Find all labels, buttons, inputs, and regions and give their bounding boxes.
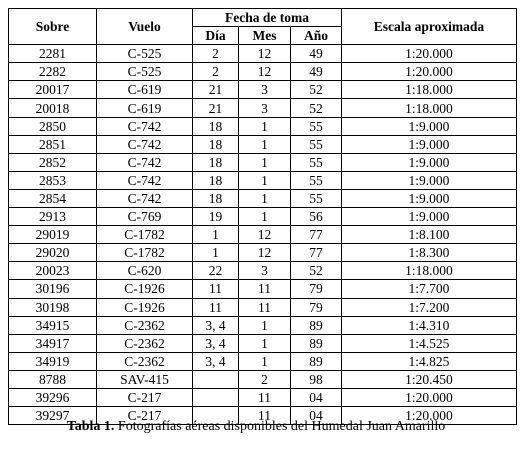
cell-dia: 18 (193, 189, 239, 207)
cell-dia: 11 (193, 280, 239, 298)
cell-anio: 89 (291, 352, 342, 370)
table-row (9, 388, 517, 406)
cell-vuelo: C-742 (97, 189, 193, 207)
header-mes: Mes (239, 27, 291, 45)
cell-anio: 04 (291, 407, 342, 425)
cell-dia (193, 370, 239, 388)
cell-escala: 1:9.000 (342, 153, 517, 171)
table-row (9, 316, 517, 334)
cell-mes: 1 (239, 352, 291, 370)
cell-vuelo: C-742 (97, 117, 193, 135)
cell-escala: 1:20.000 (342, 45, 517, 63)
cell-escala: 1:20.000 (342, 63, 517, 81)
cell-sobre: 34915 (9, 316, 97, 334)
cell-escala: 1:4.825 (342, 352, 517, 370)
table-row (9, 45, 517, 63)
caption-text: Fotografías aéreas disponibles del Humedal Juan Amarillo (114, 419, 446, 434)
cell-escala: 1:9.000 (342, 208, 517, 226)
cell-vuelo: SAV-415 (97, 370, 193, 388)
cell-mes: 12 (239, 244, 291, 262)
cell-escala: 1:18.000 (342, 99, 517, 117)
cell-sobre: 2850 (9, 117, 97, 135)
cell-escala: 1:9.000 (342, 135, 517, 153)
cell-sobre: 34917 (9, 334, 97, 352)
caption-label: Tabla 1. (66, 419, 115, 434)
table-row (9, 226, 517, 244)
cell-escala: 1:8.100 (342, 226, 517, 244)
table-caption (0, 419, 512, 435)
cell-vuelo: C-1926 (97, 298, 193, 316)
cell-dia: 21 (193, 81, 239, 99)
cell-escala: 1:20.000 (342, 407, 517, 425)
cell-sobre: 29019 (9, 226, 97, 244)
table-row (9, 189, 517, 207)
header-fecha-de-toma: Fecha de toma (193, 9, 342, 27)
cell-dia (193, 388, 239, 406)
cell-anio: 89 (291, 334, 342, 352)
cell-escala: 1:20.450 (342, 370, 517, 388)
cell-vuelo: C-620 (97, 262, 193, 280)
cell-anio: 04 (291, 388, 342, 406)
cell-escala: 1:4.310 (342, 316, 517, 334)
cell-mes: 1 (239, 171, 291, 189)
cell-escala: 1:9.000 (342, 117, 517, 135)
cell-sobre: 34919 (9, 352, 97, 370)
cell-vuelo: C-2362 (97, 316, 193, 334)
table-row (9, 208, 517, 226)
cell-sobre: 2281 (9, 45, 97, 63)
table-row (9, 352, 517, 370)
cell-vuelo: C-2362 (97, 352, 193, 370)
cell-dia: 18 (193, 153, 239, 171)
cell-sobre: 29020 (9, 244, 97, 262)
cell-mes: 1 (239, 135, 291, 153)
cell-dia: 22 (193, 262, 239, 280)
cell-mes: 11 (239, 388, 291, 406)
cell-sobre: 2854 (9, 189, 97, 207)
cell-vuelo: C-742 (97, 135, 193, 153)
table-row (9, 153, 517, 171)
cell-vuelo: C-1782 (97, 226, 193, 244)
cell-mes: 3 (239, 99, 291, 117)
cell-dia: 18 (193, 171, 239, 189)
cell-dia: 18 (193, 135, 239, 153)
cell-vuelo: C-525 (97, 45, 193, 63)
cell-dia: 2 (193, 45, 239, 63)
cell-escala: 1:18.000 (342, 81, 517, 99)
cell-sobre: 2853 (9, 171, 97, 189)
table-row (9, 334, 517, 352)
cell-vuelo: C-2362 (97, 334, 193, 352)
table-row (9, 244, 517, 262)
cell-mes: 11 (239, 298, 291, 316)
cell-vuelo: C-525 (97, 63, 193, 81)
cell-anio: 49 (291, 45, 342, 63)
table-row (9, 171, 517, 189)
cell-sobre: 20017 (9, 81, 97, 99)
cell-sobre: 2913 (9, 208, 97, 226)
cell-escala: 1:18.000 (342, 262, 517, 280)
cell-mes: 12 (239, 226, 291, 244)
cell-mes: 11 (239, 407, 291, 425)
cell-anio: 52 (291, 81, 342, 99)
cell-mes: 1 (239, 208, 291, 226)
cell-anio: 55 (291, 171, 342, 189)
cell-dia: 1 (193, 226, 239, 244)
cell-anio: 79 (291, 298, 342, 316)
cell-anio: 56 (291, 208, 342, 226)
cell-vuelo: C-217 (97, 407, 193, 425)
cell-sobre: 2282 (9, 63, 97, 81)
cell-anio: 49 (291, 63, 342, 81)
cell-anio: 55 (291, 135, 342, 153)
cell-vuelo: C-217 (97, 388, 193, 406)
cell-mes: 1 (239, 189, 291, 207)
cell-sobre: 8788 (9, 370, 97, 388)
cell-sobre: 2851 (9, 135, 97, 153)
header-dia: Día (193, 27, 239, 45)
cell-vuelo: C-1782 (97, 244, 193, 262)
table-body (9, 45, 517, 425)
cell-mes: 12 (239, 63, 291, 81)
cell-sobre: 20018 (9, 99, 97, 117)
table-row (9, 99, 517, 117)
table-row (9, 298, 517, 316)
header-vuelo: Vuelo (97, 9, 193, 45)
cell-vuelo: C-619 (97, 99, 193, 117)
cell-anio: 55 (291, 153, 342, 171)
header-row (9, 9, 517, 27)
cell-dia: 3, 4 (193, 352, 239, 370)
cell-anio: 55 (291, 117, 342, 135)
header-escala: Escala aproximada (342, 9, 517, 45)
cell-mes: 3 (239, 262, 291, 280)
cell-vuelo: C-619 (97, 81, 193, 99)
cell-sobre: 39296 (9, 388, 97, 406)
cell-sobre: 30196 (9, 280, 97, 298)
cell-sobre: 2852 (9, 153, 97, 171)
cell-escala: 1:9.000 (342, 189, 517, 207)
cell-dia: 1 (193, 244, 239, 262)
table-row (9, 117, 517, 135)
cell-anio: 52 (291, 262, 342, 280)
cell-vuelo: C-1926 (97, 280, 193, 298)
aerial-photos-table (8, 8, 517, 425)
cell-dia: 11 (193, 298, 239, 316)
cell-anio: 77 (291, 226, 342, 244)
cell-anio: 77 (291, 244, 342, 262)
cell-mes: 12 (239, 45, 291, 63)
cell-escala: 1:7.700 (342, 280, 517, 298)
table-row (9, 63, 517, 81)
table-row (9, 81, 517, 99)
cell-dia: 21 (193, 99, 239, 117)
cell-vuelo: C-769 (97, 208, 193, 226)
cell-escala: 1:8.300 (342, 244, 517, 262)
cell-mes: 1 (239, 153, 291, 171)
cell-anio: 98 (291, 370, 342, 388)
table-row (9, 280, 517, 298)
cell-vuelo: C-742 (97, 171, 193, 189)
cell-anio: 52 (291, 99, 342, 117)
cell-dia: 18 (193, 117, 239, 135)
cell-sobre: 20023 (9, 262, 97, 280)
header-anio: Año (291, 27, 342, 45)
cell-mes: 1 (239, 117, 291, 135)
cell-dia: 19 (193, 208, 239, 226)
cell-anio: 89 (291, 316, 342, 334)
cell-mes: 2 (239, 370, 291, 388)
cell-sobre: 39297 (9, 407, 97, 425)
header-sobre: Sobre (9, 9, 97, 45)
cell-mes: 11 (239, 280, 291, 298)
table-row (9, 262, 517, 280)
cell-mes: 3 (239, 81, 291, 99)
cell-mes: 1 (239, 316, 291, 334)
cell-escala: 1:7.200 (342, 298, 517, 316)
cell-anio: 79 (291, 280, 342, 298)
cell-vuelo: C-742 (97, 153, 193, 171)
cell-sobre: 30198 (9, 298, 97, 316)
cell-mes: 1 (239, 334, 291, 352)
cell-dia: 3, 4 (193, 316, 239, 334)
cell-escala: 1:9.000 (342, 171, 517, 189)
table-row (9, 370, 517, 388)
cell-escala: 1:4.525 (342, 334, 517, 352)
table-row (9, 135, 517, 153)
cell-dia: 2 (193, 63, 239, 81)
cell-escala: 1:20.000 (342, 388, 517, 406)
cell-anio: 55 (291, 189, 342, 207)
cell-dia: 3, 4 (193, 334, 239, 352)
